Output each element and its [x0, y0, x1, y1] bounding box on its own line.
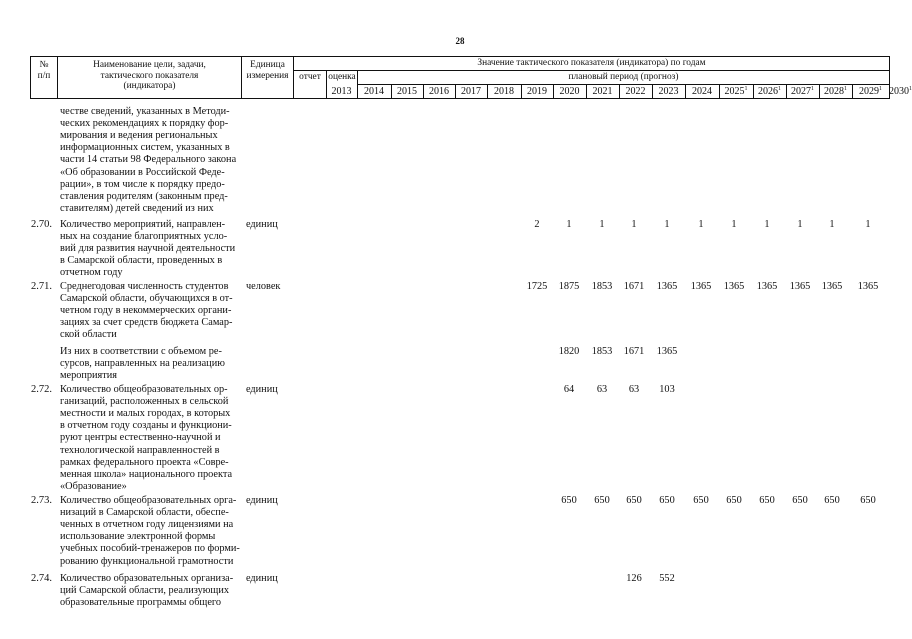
- row-divider: [357, 84, 889, 85]
- header-name: тактического показателя: [100, 70, 199, 81]
- indicator-value: 1: [797, 219, 803, 230]
- indicator-label-line: в Самарской области, проведенных в: [60, 255, 223, 267]
- header-year: 2013: [331, 86, 352, 97]
- header-report: отчет: [299, 72, 321, 82]
- indicator-label-line: отчетном году: [60, 267, 123, 279]
- indicator-label-line: рации», в том числе к порядку предо-: [60, 178, 225, 190]
- indicator-value: 1725: [526, 281, 548, 292]
- header-year: 2016: [429, 86, 449, 97]
- indicator-label-line: образовательные программы общего: [60, 597, 222, 609]
- indicator-label-line: Количество образовательных организа-: [60, 573, 234, 584]
- indicator-value: 63: [628, 384, 640, 395]
- indicator-value: 1671: [623, 346, 645, 357]
- indicator-value: 1: [566, 219, 572, 230]
- header-name: Наименование цели, задачи,: [93, 60, 206, 70]
- header-year: 2024: [692, 86, 712, 97]
- table-header: [30, 56, 912, 99]
- indicator-value: 2: [534, 219, 540, 230]
- header-year: 2023: [658, 86, 679, 97]
- indicator-value: 1: [631, 219, 637, 230]
- indicator-value: 1365: [690, 281, 712, 292]
- indicator-label-line: четном году в некоммерческих органи-: [60, 305, 232, 317]
- indicator-value: 1: [731, 219, 737, 230]
- indicator-label-line: технологической направленностей в: [60, 444, 220, 456]
- indicator-label-line: зациях за счет средств бюджета Самар-: [60, 317, 233, 329]
- indicator-value: 1: [865, 219, 871, 230]
- indicator-label-line: ставления родителям (законным пред-: [60, 190, 228, 202]
- indicator-label-line: ской области: [60, 329, 117, 341]
- indicator-value: 650: [824, 495, 840, 506]
- indicator-label-line: низаций в Самарской области, обеспе-: [60, 507, 229, 519]
- indicator-label-line: Из них в соответствии с объемом ре-: [60, 346, 222, 357]
- header-year: 2014: [364, 86, 384, 97]
- row-number: 2.72.: [31, 384, 52, 395]
- indicator-label-line: Самарской области, обучающихся в от-: [60, 293, 233, 305]
- header-year: 2025$^1$: [724, 86, 748, 97]
- indicator-label-line: сурсов, направленных на реализацию: [60, 358, 225, 370]
- indicator-label-line: вий для развития научной деятельности: [60, 243, 236, 255]
- row-number: 2.70.: [31, 219, 52, 230]
- indicator-value: 1365: [723, 281, 745, 292]
- header-planned: плановый период (прогноз): [568, 72, 679, 82]
- indicator-label-line: Количество мероприятий, направлен-: [60, 219, 226, 230]
- indicator-value: 64: [563, 384, 575, 395]
- indicator-value: 1: [829, 219, 835, 230]
- indicator-value: 1: [664, 219, 670, 230]
- unit-of-measure: единиц: [246, 573, 278, 584]
- indicator-value: 1671: [623, 281, 645, 292]
- indicator-value: 552: [659, 573, 675, 584]
- indicator-label-line: информационных систем, указанных в: [60, 142, 230, 154]
- indicator-value: 126: [626, 573, 642, 584]
- footnote-mark: 1: [744, 86, 748, 92]
- indicator-label-line: части 14 статьи 98 Федерального закона: [60, 154, 237, 166]
- indicator-value: 650: [626, 495, 642, 506]
- header-name: (индикатора): [123, 81, 176, 91]
- header-year: 2020: [559, 86, 580, 97]
- indicator-value: 650: [759, 495, 775, 506]
- indicator-value: 650: [860, 495, 876, 506]
- indicator-label-line: честве сведений, указанных в Методи-: [60, 106, 230, 117]
- unit-of-measure: человек: [246, 281, 281, 292]
- indicator-value: 650: [594, 495, 610, 506]
- unit-of-measure: единиц: [246, 219, 278, 230]
- indicator-value: 1365: [857, 281, 879, 292]
- indicator-label-line: Количество общеобразовательных ор-: [60, 384, 228, 395]
- indicator-label-line: использование электронной формы: [60, 531, 216, 543]
- indicator-value: 1365: [656, 346, 678, 357]
- header-year: 2029$^1$: [859, 86, 882, 97]
- indicator-label-line: ных на создание благоприятных усло-: [60, 231, 228, 243]
- footnote-mark: 1: [778, 86, 781, 92]
- row-number: 2.73.: [31, 495, 52, 506]
- footnote-mark: 1: [811, 86, 814, 92]
- indicator-label-line: в отчетном году созданы и функциони-: [60, 420, 232, 432]
- indicator-value: 650: [693, 495, 709, 506]
- footnote-mark: 1: [909, 86, 912, 92]
- indicator-value: 650: [792, 495, 808, 506]
- indicator-label-line: Среднегодовая численность студентов: [60, 281, 229, 292]
- indicator-value: 1365: [789, 281, 811, 292]
- footnote-mark: 1: [844, 86, 847, 92]
- indicator-value: 650: [726, 495, 742, 506]
- header-year: 2021: [592, 86, 613, 97]
- header-year: 2027$^1$: [791, 86, 814, 97]
- indicator-value: 1853: [591, 346, 613, 357]
- indicator-value: 1: [599, 219, 605, 230]
- header-year: 2028$^1$: [824, 86, 847, 97]
- indicator-label-line: «Образование»: [60, 480, 127, 492]
- indicator-label-line: ческих рекомендациях к порядку фор-: [60, 118, 229, 130]
- indicator-value: 650: [561, 495, 577, 506]
- header-year: 2018: [494, 86, 514, 97]
- indicator-value: 1: [764, 219, 770, 230]
- indicator-label-line: рованию функциональной грамотности: [60, 555, 234, 567]
- header-unit: Единица: [250, 60, 285, 70]
- header-unit: измерения: [246, 70, 289, 81]
- header-year: 2017: [461, 86, 481, 97]
- indicator-value: 1: [698, 219, 704, 230]
- indicator-value: 1853: [591, 281, 613, 292]
- unit-of-measure: единиц: [246, 384, 278, 395]
- header-year: 2026$^1$: [758, 86, 781, 97]
- footnote-mark: 1: [879, 86, 882, 92]
- indicator-label-line: руют центры естественно-научной и: [60, 432, 221, 444]
- indicator-value: 1365: [756, 281, 778, 292]
- indicator-label-line: ций Самарской области, реализующих: [60, 585, 229, 597]
- indicator-label-line: мероприятия: [60, 370, 118, 382]
- header-num: №: [39, 60, 49, 70]
- indicator-label-line: ставителям) детей сведений из них: [60, 202, 214, 214]
- indicator-value: 1820: [558, 346, 580, 357]
- header-year: 2015: [397, 86, 417, 97]
- indicator-value: 1365: [656, 281, 678, 292]
- row-divider: [293, 70, 889, 71]
- indicator-label-line: «Об образовании в Российской Феде-: [60, 166, 225, 178]
- indicator-label-line: рамках федерального проекта «Совре-: [60, 456, 229, 468]
- indicator-label-line: Количество общеобразовательных орга-: [60, 495, 237, 506]
- header-num: п/п: [37, 71, 51, 81]
- indicator-value: 63: [596, 384, 608, 395]
- indicator-value: 103: [659, 384, 675, 395]
- indicator-label-line: мирования и ведения региональных: [60, 130, 218, 142]
- indicator-label-line: ганизаций, расположенных в сельской: [60, 396, 229, 408]
- indicator-value: 1875: [558, 281, 580, 292]
- header-year: 2030$^1$: [889, 86, 912, 97]
- header-estimate: оценка: [328, 72, 356, 82]
- unit-of-measure: единиц: [246, 495, 278, 506]
- header-year: 2019: [527, 86, 547, 97]
- header-values-title: Значение тактического показателя (индикатора) по годам: [477, 58, 706, 68]
- indicator-label-line: учебных пособий-тренажеров по форми-: [60, 543, 240, 555]
- page-number: 28: [455, 36, 465, 46]
- row-number: 2.71.: [31, 281, 52, 292]
- indicator-label-line: ченных в отчетном году лицензиями на: [60, 519, 234, 531]
- row-number: 2.74.: [31, 573, 52, 584]
- indicator-label-line: местности и малых городах, в которых: [60, 408, 231, 420]
- indicator-label-line: менная школа» национального проекта: [60, 468, 233, 480]
- indicator-value: 1365: [821, 281, 843, 292]
- header-year: 2022: [625, 86, 646, 97]
- indicator-value: 650: [659, 495, 675, 506]
